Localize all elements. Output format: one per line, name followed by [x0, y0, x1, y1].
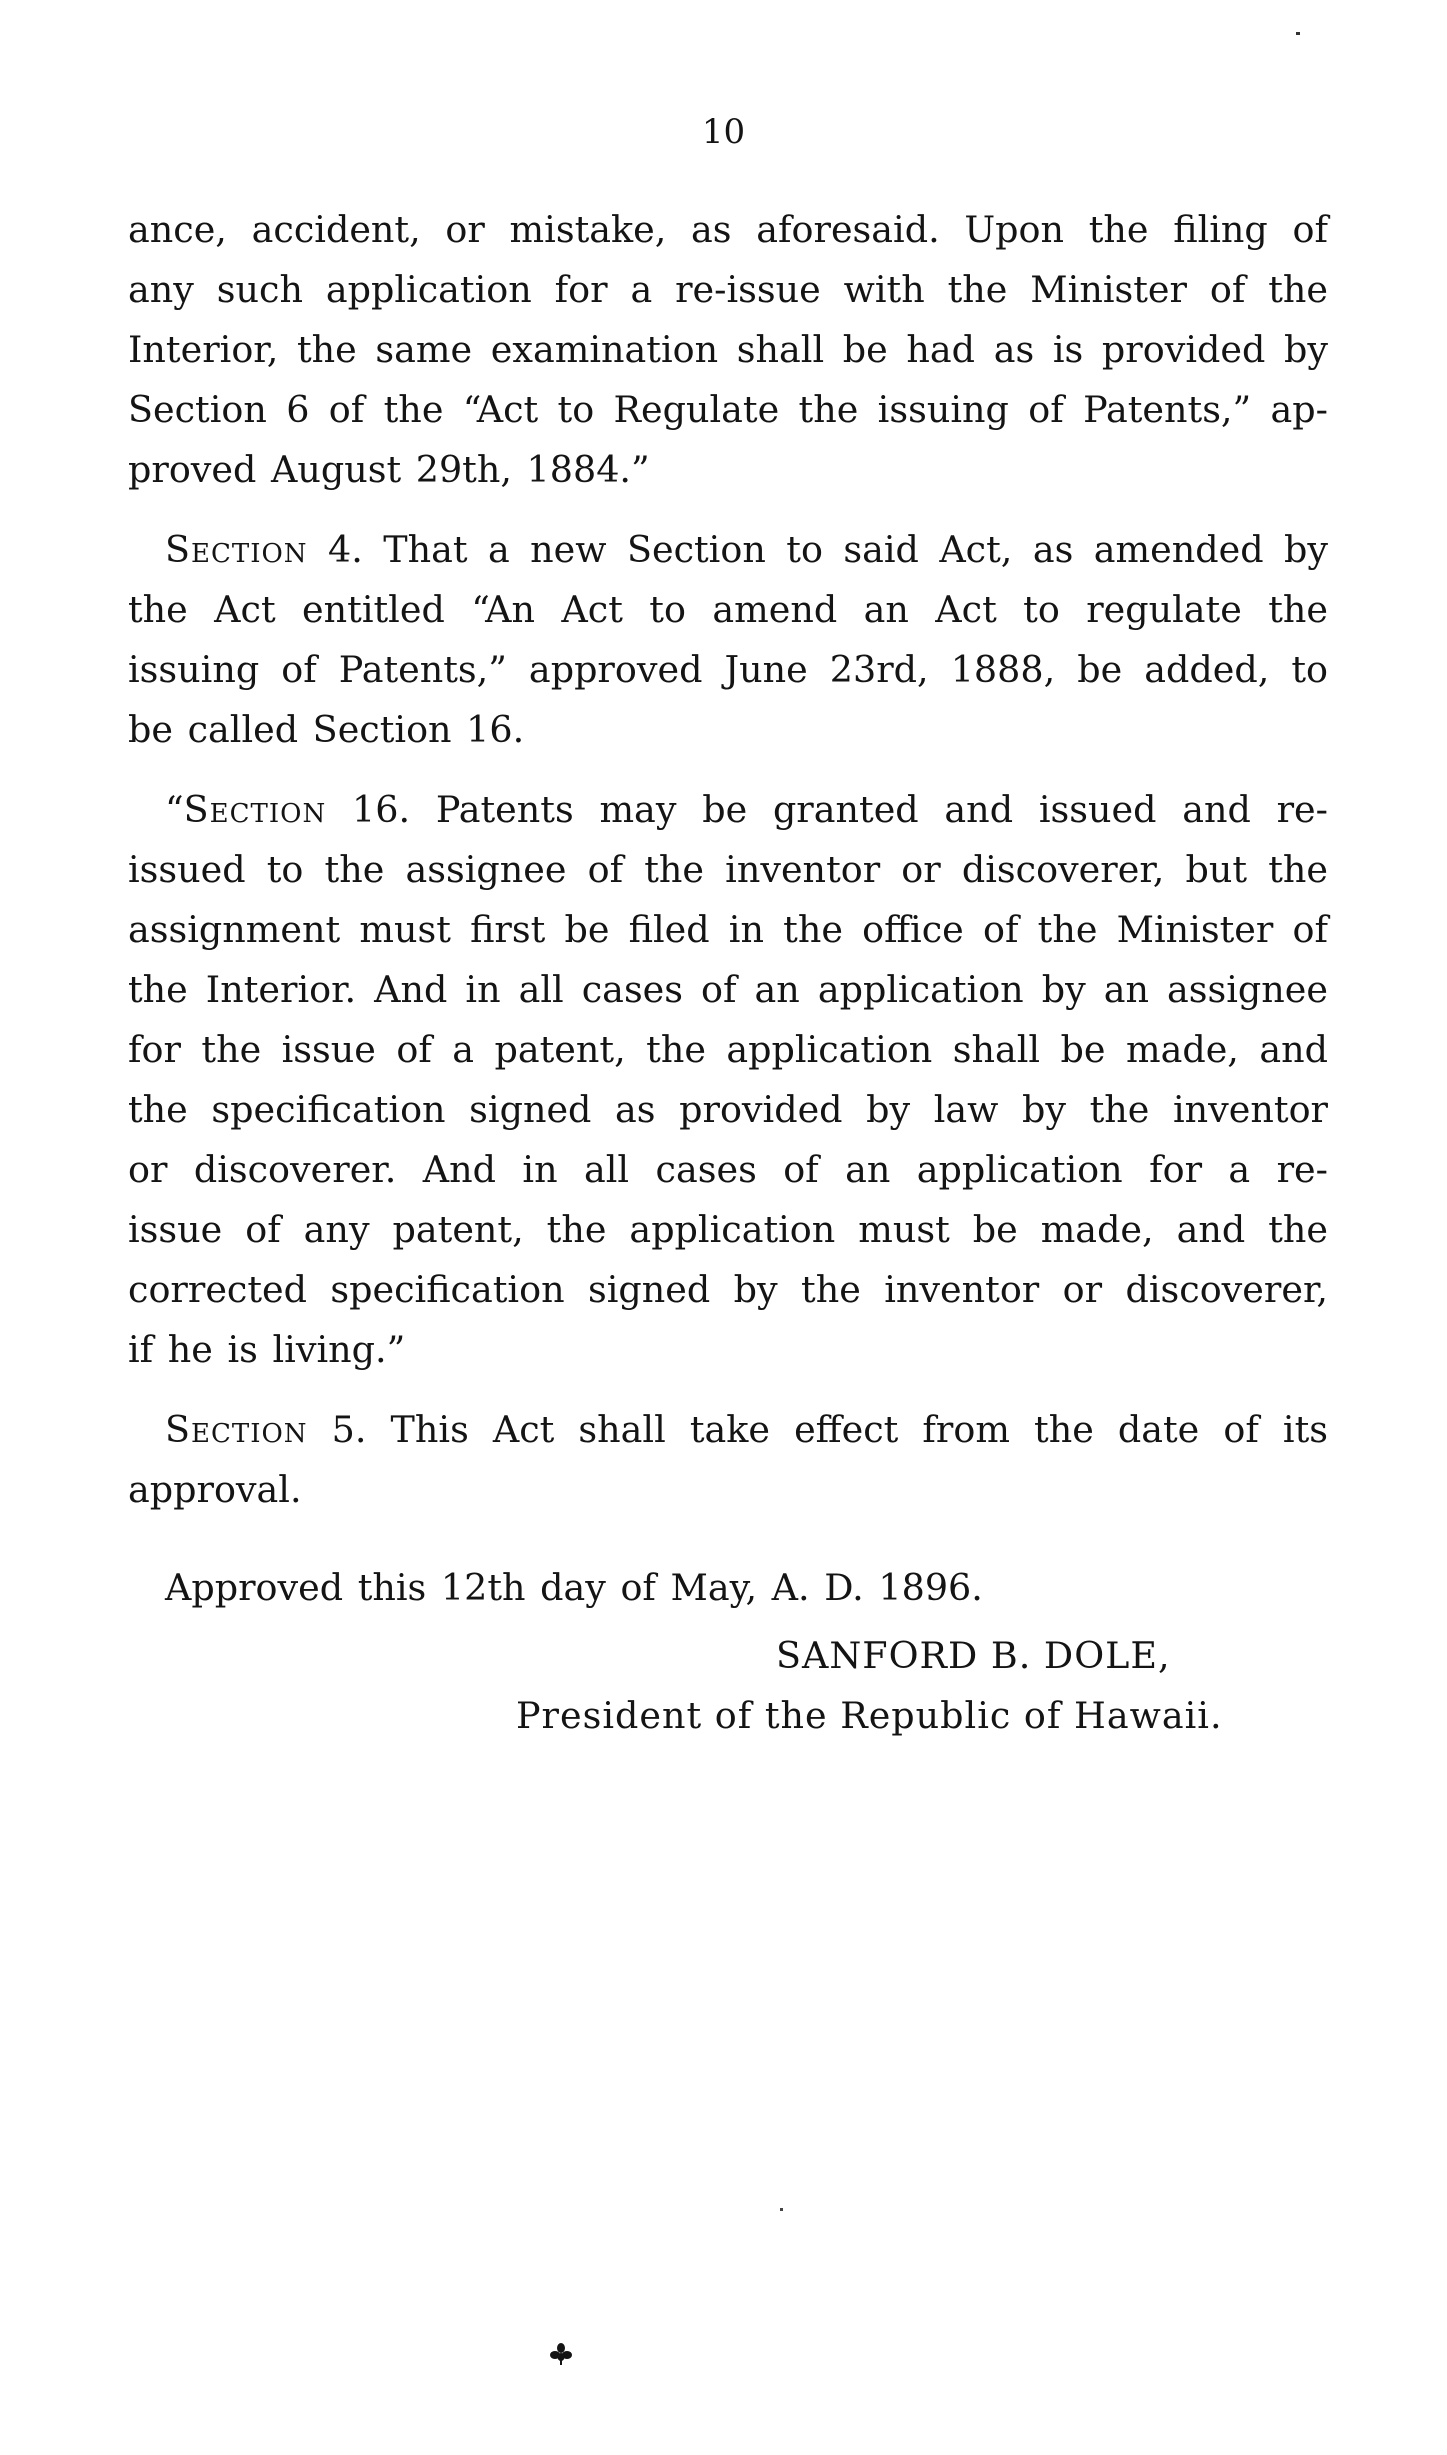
- text-line: or discoverer. And in all cases of an application for a re-: [128, 1148, 1328, 1191]
- text-line: the specification signed as provided by law by the inventor: [128, 1088, 1328, 1131]
- text-line: issuing of Patents,” approved June 23rd, 1888, be added, to: [128, 648, 1328, 691]
- text-line: corrected specification signed by the inventor or discoverer,: [128, 1268, 1328, 1311]
- open-quote: “: [165, 788, 184, 831]
- text-line: any such application for a re-issue with the Minister of the: [128, 268, 1328, 311]
- paragraph-section-4: [128, 520, 1328, 760]
- text-line: issued to the assignee of the inventor or discoverer, but the: [128, 848, 1328, 891]
- text-line: [128, 1400, 1328, 1460]
- text-line: [128, 780, 1328, 840]
- text-line: issue of any patent, the application must be made, and the: [128, 1208, 1328, 1251]
- print-speck: [1296, 32, 1300, 35]
- text-line: if he is living.”: [128, 1328, 406, 1371]
- section-heading: Section: [183, 788, 327, 831]
- text-line: proved August 29th, 1884.”: [128, 448, 650, 491]
- signature-title: President of the Republic of Hawaii.: [516, 1694, 1223, 1737]
- text-line: ance, accident, or mistake, as aforesaid. Upon the filing of: [128, 208, 1328, 251]
- text-line: the Act entitled “An Act to amend an Act to regulate the: [128, 588, 1328, 631]
- text-line: Section 6 of the “Act to Regulate the issuing of Patents,” ap-: [128, 388, 1328, 431]
- text-line: be called Section 16.: [128, 708, 525, 751]
- text-fragment: 4. That a new Section to said Act, as amended by: [307, 528, 1328, 571]
- page-number: 10: [701, 112, 746, 152]
- text-line: Interior, the same examination shall be had as is provided by: [128, 328, 1328, 371]
- print-speck: [780, 2208, 783, 2211]
- section-heading: Section: [165, 528, 308, 571]
- text-line: Approved this 12th day of May, A. D. 1896.: [165, 1566, 983, 1609]
- signature-name: SANFORD B. DOLE,: [776, 1634, 1171, 1677]
- text-line: the Interior. And in all cases of an application by an assignee: [128, 968, 1328, 1011]
- text-line: approval.: [128, 1468, 302, 1511]
- fleuron-icon: [549, 2342, 573, 2366]
- text-line: [128, 520, 1328, 580]
- section-heading: Section: [165, 1408, 308, 1451]
- text-fragment: 5. This Act shall take effect from the date of its: [307, 1408, 1328, 1451]
- text-line: assignment must first be filed in the office of the Minister of: [128, 908, 1328, 951]
- paragraph-section-5: [128, 1400, 1328, 1520]
- text-line: for the issue of a patent, the application shall be made, and: [128, 1028, 1328, 1071]
- approval-statement: [128, 1558, 1328, 1618]
- paragraph-section-16: [128, 780, 1328, 1380]
- text-fragment: 16. Patents may be granted and issued and re-: [326, 788, 1328, 831]
- paragraph-continuation: [128, 200, 1328, 500]
